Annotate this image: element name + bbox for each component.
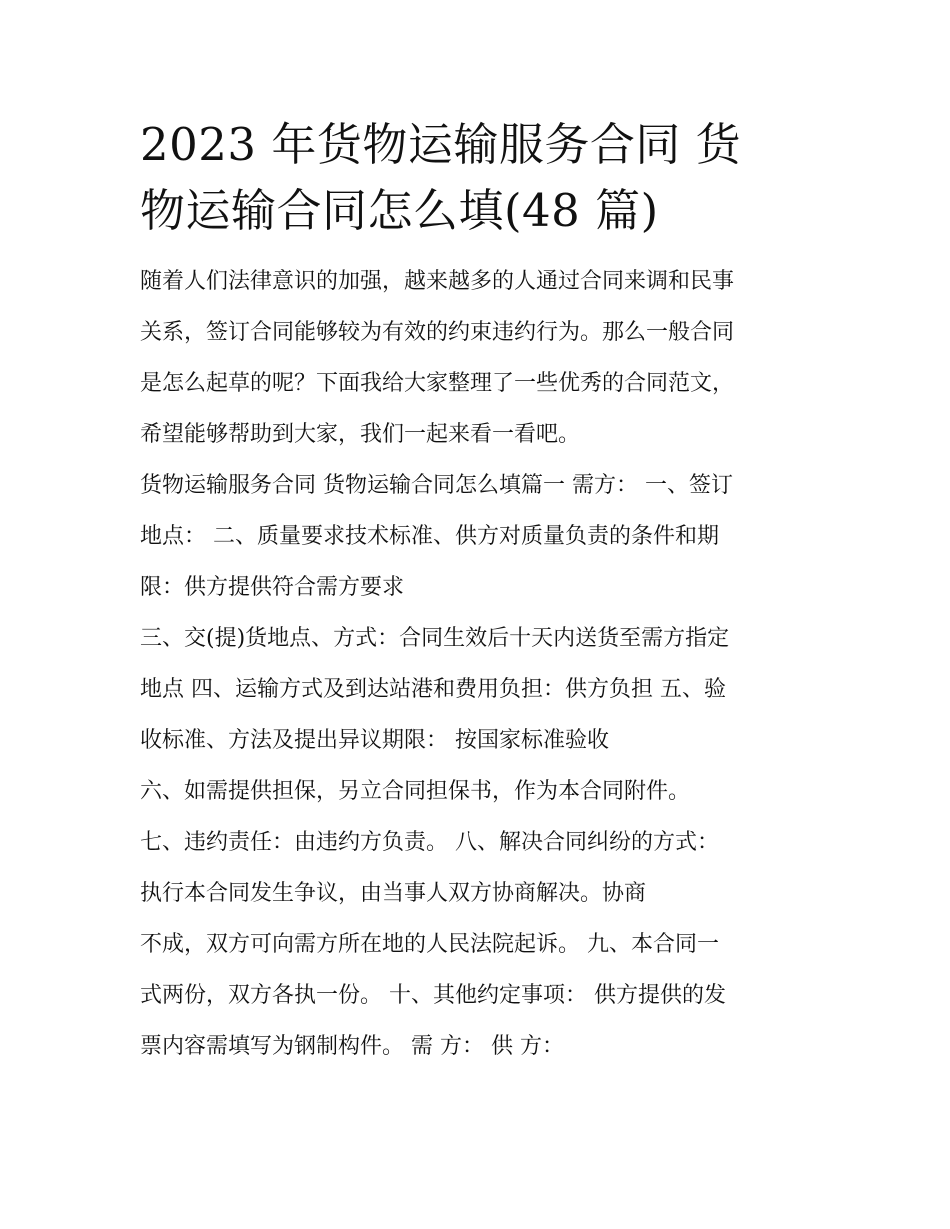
- paragraph-contract-section-9: [140, 919, 820, 1072]
- text-line: 关系，签订合同能够较为有效的约束违约行为。那么一般合同: [140, 320, 735, 345]
- text-line: 三、交(提)货地点、方式：合同生效后十天内送货至需方指定: [140, 626, 730, 651]
- paragraph-contract-section-3: [140, 613, 820, 766]
- text-line: 式两份，双方各执一份。 十、其他约定事项： 供方提供的发: [140, 983, 726, 1008]
- paragraph-contract-section-7: [140, 817, 820, 919]
- paragraph-intro: [140, 256, 820, 460]
- text-line: 货物运输服务合同 货物运输合同怎么填篇一 需方： 一、签订: [140, 473, 733, 498]
- text-line: 希望能够帮助到大家，我们一起来看一看吧。: [140, 422, 581, 447]
- text-line: 地点： 二、质量要求技术标准、供方对质量负责的条件和期: [140, 524, 719, 549]
- title-line-2: 物运输合同怎么填(48 篇): [140, 184, 659, 237]
- text-line: 收标准、方法及提出异议期限： 按国家标准验收: [140, 728, 609, 753]
- text-line: 七、违约责任：由违约方负责。 八、解决合同纠纷的方式：: [140, 830, 719, 855]
- document-body: [140, 256, 820, 1072]
- paragraph-contract-section-1: [140, 460, 820, 613]
- text-line: 六、如需提供担保，另立合同担保书，作为本合同附件。: [140, 779, 691, 804]
- text-line: 执行本合同发生争议，由当事人双方协商解决。协商: [140, 881, 647, 906]
- text-line: 票内容需填写为钢制构件。 需 方： 供 方：: [140, 1034, 564, 1059]
- document-title: [140, 112, 820, 244]
- text-line: 是怎么起草的呢？下面我给大家整理了一些优秀的合同范文，: [140, 371, 735, 396]
- text-line: 随着人们法律意识的加强，越来越多的人通过合同来调和民事: [140, 269, 735, 294]
- text-line: 地点 四、运输方式及到达站港和费用负担：供方负担 五、验: [140, 677, 726, 702]
- text-line: 限：供方提供符合需方要求: [140, 575, 405, 600]
- paragraph-contract-section-6: [140, 766, 820, 817]
- document-page: [140, 112, 820, 1072]
- text-line: 不成，双方可向需方所在地的人民法院起诉。 九、本合同一: [140, 932, 719, 957]
- title-line-1: 2023 年货物运输服务合同 货: [140, 118, 742, 171]
